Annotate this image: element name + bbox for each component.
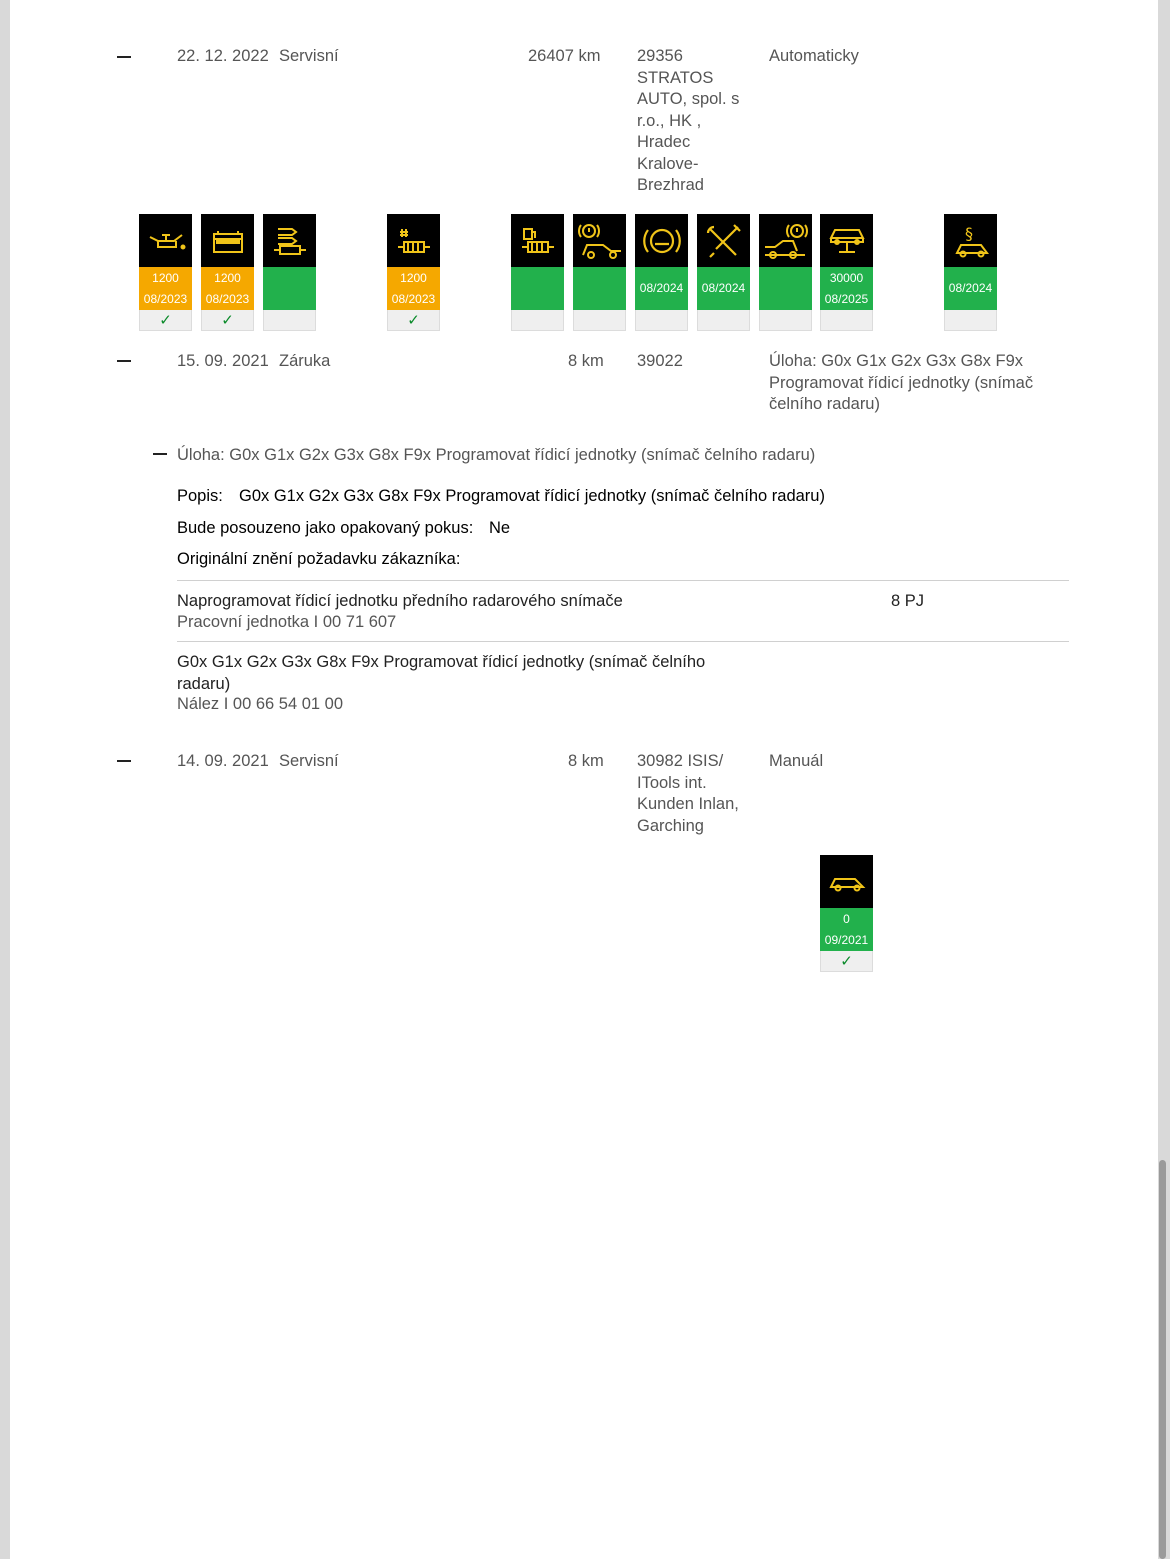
scrollbar-thumb[interactable] xyxy=(1159,1160,1166,1559)
check-icon xyxy=(263,310,316,331)
check-icon xyxy=(635,310,688,331)
check-icon xyxy=(944,310,997,331)
popis-value: G0x G1x G2x G3x G8x F9x Programovat řídicí jednotky (snímač čelního radaru) xyxy=(239,487,825,505)
entry-1-km: 26407 km xyxy=(528,47,601,65)
entry-2-km: 8 km xyxy=(568,352,604,370)
divider xyxy=(177,641,1069,642)
check-icon xyxy=(820,310,873,331)
tile-tools: 08/2024 xyxy=(697,214,750,331)
exhaust-filter-icon xyxy=(263,214,316,267)
tile-vehicle-check: 0 09/2021 ✓ xyxy=(820,855,873,972)
entry-2-note: Úloha: G0x G1x G2x G3x G8x F9x Programovat řídicí jednotky (snímač čelního radaru) xyxy=(769,352,1034,413)
tools-icon xyxy=(697,214,750,267)
tile-front-brake xyxy=(573,214,626,331)
legal-inspection-icon xyxy=(944,214,997,267)
popis-label: Popis: xyxy=(177,487,223,505)
entry-3-type: Servisní xyxy=(279,752,339,770)
entry-2-dealer: 39022 xyxy=(637,352,683,370)
entry-3-km: 8 km xyxy=(568,752,604,770)
front-brake-icon xyxy=(573,214,626,267)
entry-3-note: Manuál xyxy=(769,752,824,770)
original-request-label: Originální znění požadavku zákazníka: xyxy=(177,550,461,568)
collapse-entry-2-button[interactable] xyxy=(117,360,131,362)
collapse-entry-1-button[interactable] xyxy=(117,56,131,58)
tile-fuel-filter xyxy=(511,214,564,331)
tile-engine-oil: 1200 08/2023 ✓ xyxy=(139,214,192,331)
check-icon: ✓ xyxy=(201,310,254,331)
check-icon xyxy=(697,310,750,331)
entry-1-dealer: 29356 STRATOS AUTO, spol. s r.o., HK , Hradec Kralove- Brezhrad xyxy=(637,47,740,194)
entry-1-date: 22. 12. 2022 xyxy=(177,47,269,65)
entry-1-note: Automaticky xyxy=(769,47,859,65)
task-heading: Úloha: G0x G1x G2x G3x G8x F9x Programovat řídicí jednotky (snímač čelního radaru) xyxy=(177,446,816,464)
check-icon: ✓ xyxy=(820,951,873,972)
repeat-value: Ne xyxy=(489,519,511,537)
tile-rear-brake xyxy=(759,214,812,331)
entry-3-date: 14. 09. 2021 xyxy=(177,752,269,770)
tile-legal-inspection: § 08/2024 xyxy=(944,214,997,331)
tile-particle-filter: 1200 08/2023 ✓ xyxy=(387,214,440,331)
entry-2-type: Záruka xyxy=(279,352,331,370)
work-item-units: 8 PJ xyxy=(891,592,925,610)
work-item-code: Pracovní jednotka I 00 71 607 xyxy=(177,613,397,631)
brake-disc-icon xyxy=(635,214,688,267)
tile-brake-fluid: 1200 08/2023 ✓ xyxy=(201,214,254,331)
entry-1-type: Servisní xyxy=(279,47,339,65)
check-icon xyxy=(511,310,564,331)
entry-2-date: 15. 09. 2021 xyxy=(177,352,269,370)
oil-can-icon xyxy=(139,214,192,267)
check-icon: ✓ xyxy=(139,310,192,331)
check-icon xyxy=(759,310,812,331)
check-icon: ✓ xyxy=(387,310,440,331)
collapse-task-button[interactable] xyxy=(153,453,167,455)
collapse-entry-3-button[interactable] xyxy=(117,760,131,762)
check-icon xyxy=(573,310,626,331)
entry-3-dealer: 30982 ISIS/ ITools int. Kunden Inlan, Garching xyxy=(637,752,739,835)
work-item-title: Naprogramovat řídicí jednotku předního radarového snímače xyxy=(177,592,623,610)
particle-filter-icon xyxy=(387,214,440,267)
repeat-label: Bude posouzeno jako opakovaný pokus: xyxy=(177,519,474,537)
brake-fluid-icon xyxy=(201,214,254,267)
service-history-page xyxy=(10,0,1158,1559)
rear-brake-icon xyxy=(759,214,812,267)
fuel-filter-icon xyxy=(511,214,564,267)
tile-brake-disc: 08/2024 xyxy=(635,214,688,331)
tile-vehicle-check: 30000 08/2025 xyxy=(820,214,873,331)
finding-code: Nález I 00 66 54 01 00 xyxy=(177,695,344,713)
car-lift-icon xyxy=(820,214,873,267)
svg-text:§: § xyxy=(964,223,973,243)
tile-exhaust-filter xyxy=(263,214,316,331)
car-check-icon xyxy=(820,855,873,908)
divider xyxy=(177,580,1069,581)
finding-title: G0x G1x G2x G3x G8x F9x Programovat řídicí jednotky (snímač čelního radaru) xyxy=(177,653,706,693)
